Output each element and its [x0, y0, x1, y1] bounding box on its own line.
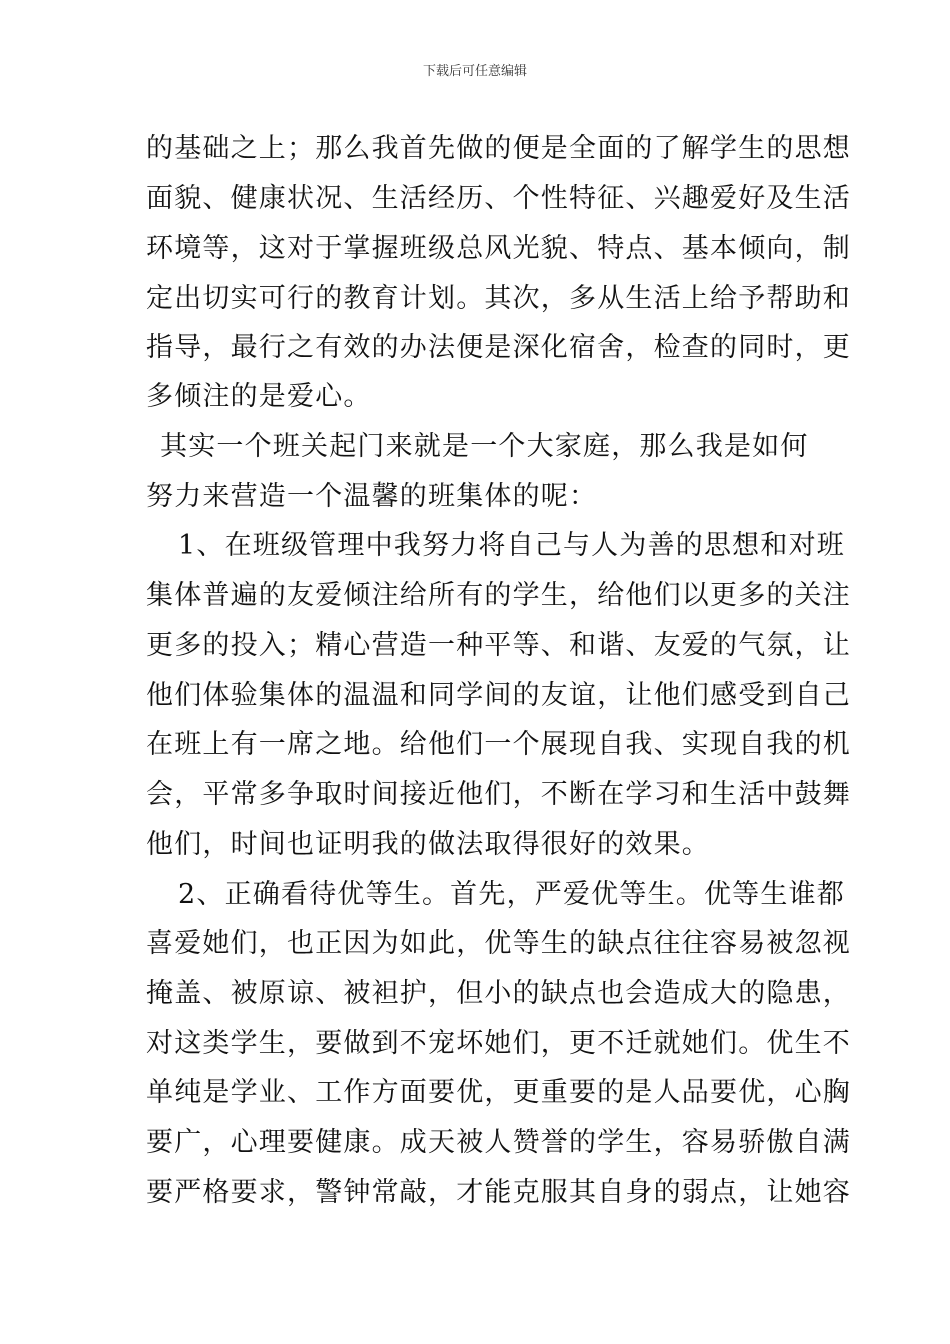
text-line: 的基础之上；那么我首先做的便是全面的了解学生的思想	[146, 133, 851, 164]
text-line: 在班上有一席之地。给他们一个展现自我、实现自我的机	[146, 729, 851, 760]
text-line: 他们体验集体的温温和同学间的友谊，让他们感受到自己	[146, 680, 851, 711]
text-line: 对这类学生，要做到不宠坏她们，更不迁就她们。优生不	[146, 1028, 851, 1059]
text-line: 面貌、健康状况、生活经历、个性特征、兴趣爱好及生活	[146, 183, 851, 214]
text-line: 2、正确看待优等生。首先，严爱优等生。优等生谁都	[178, 879, 845, 910]
text-line: 会，平常多争取时间接近他们，不断在学习和生活中鼓舞	[146, 779, 851, 810]
text-line: 1、在班级管理中我努力将自己与人为善的思想和对班	[178, 530, 845, 561]
text-line: 喜爱她们，也正因为如此，优等生的缺点往往容易被忽视	[146, 928, 851, 959]
text-line: 指导，最行之有效的办法便是深化宿舍，检查的同时，更	[146, 332, 851, 363]
text-line: 掩盖、被原谅、被袒护，但小的缺点也会造成大的隐患，	[146, 978, 851, 1009]
text-line: 集体普遍的友爱倾注给所有的学生，给他们以更多的关注	[146, 580, 851, 611]
text-line: 他们，时间也证明我的做法取得很好的效果。	[146, 829, 710, 860]
text-line: 要广，心理要健康。成天被人赞誉的学生，容易骄傲自满	[146, 1127, 851, 1158]
text-line: 定出切实可行的教育计划。其次，多从生活上给予帮助和	[146, 283, 851, 314]
text-line: 单纯是学业、工作方面要优，更重要的是人品要优，心胸	[146, 1077, 851, 1108]
text-line: 努力来营造一个温馨的班集体的呢：	[146, 481, 598, 512]
text-line: 环境等，这对于掌握班级总风光貌、特点、基本倾向，制	[146, 233, 851, 264]
text-line: 其实一个班关起门来就是一个大家庭，那么我是如何	[160, 431, 809, 462]
text-line: 多倾注的是爱心。	[146, 381, 372, 412]
page-header: 下载后可任意编辑	[422, 64, 527, 79]
text-line: 要严格要求，警钟常敲，才能克服其自身的弱点，让她容	[146, 1177, 851, 1208]
text-line: 更多的投入；精心营造一种平等、和谐、友爱的气氛，让	[146, 630, 851, 661]
